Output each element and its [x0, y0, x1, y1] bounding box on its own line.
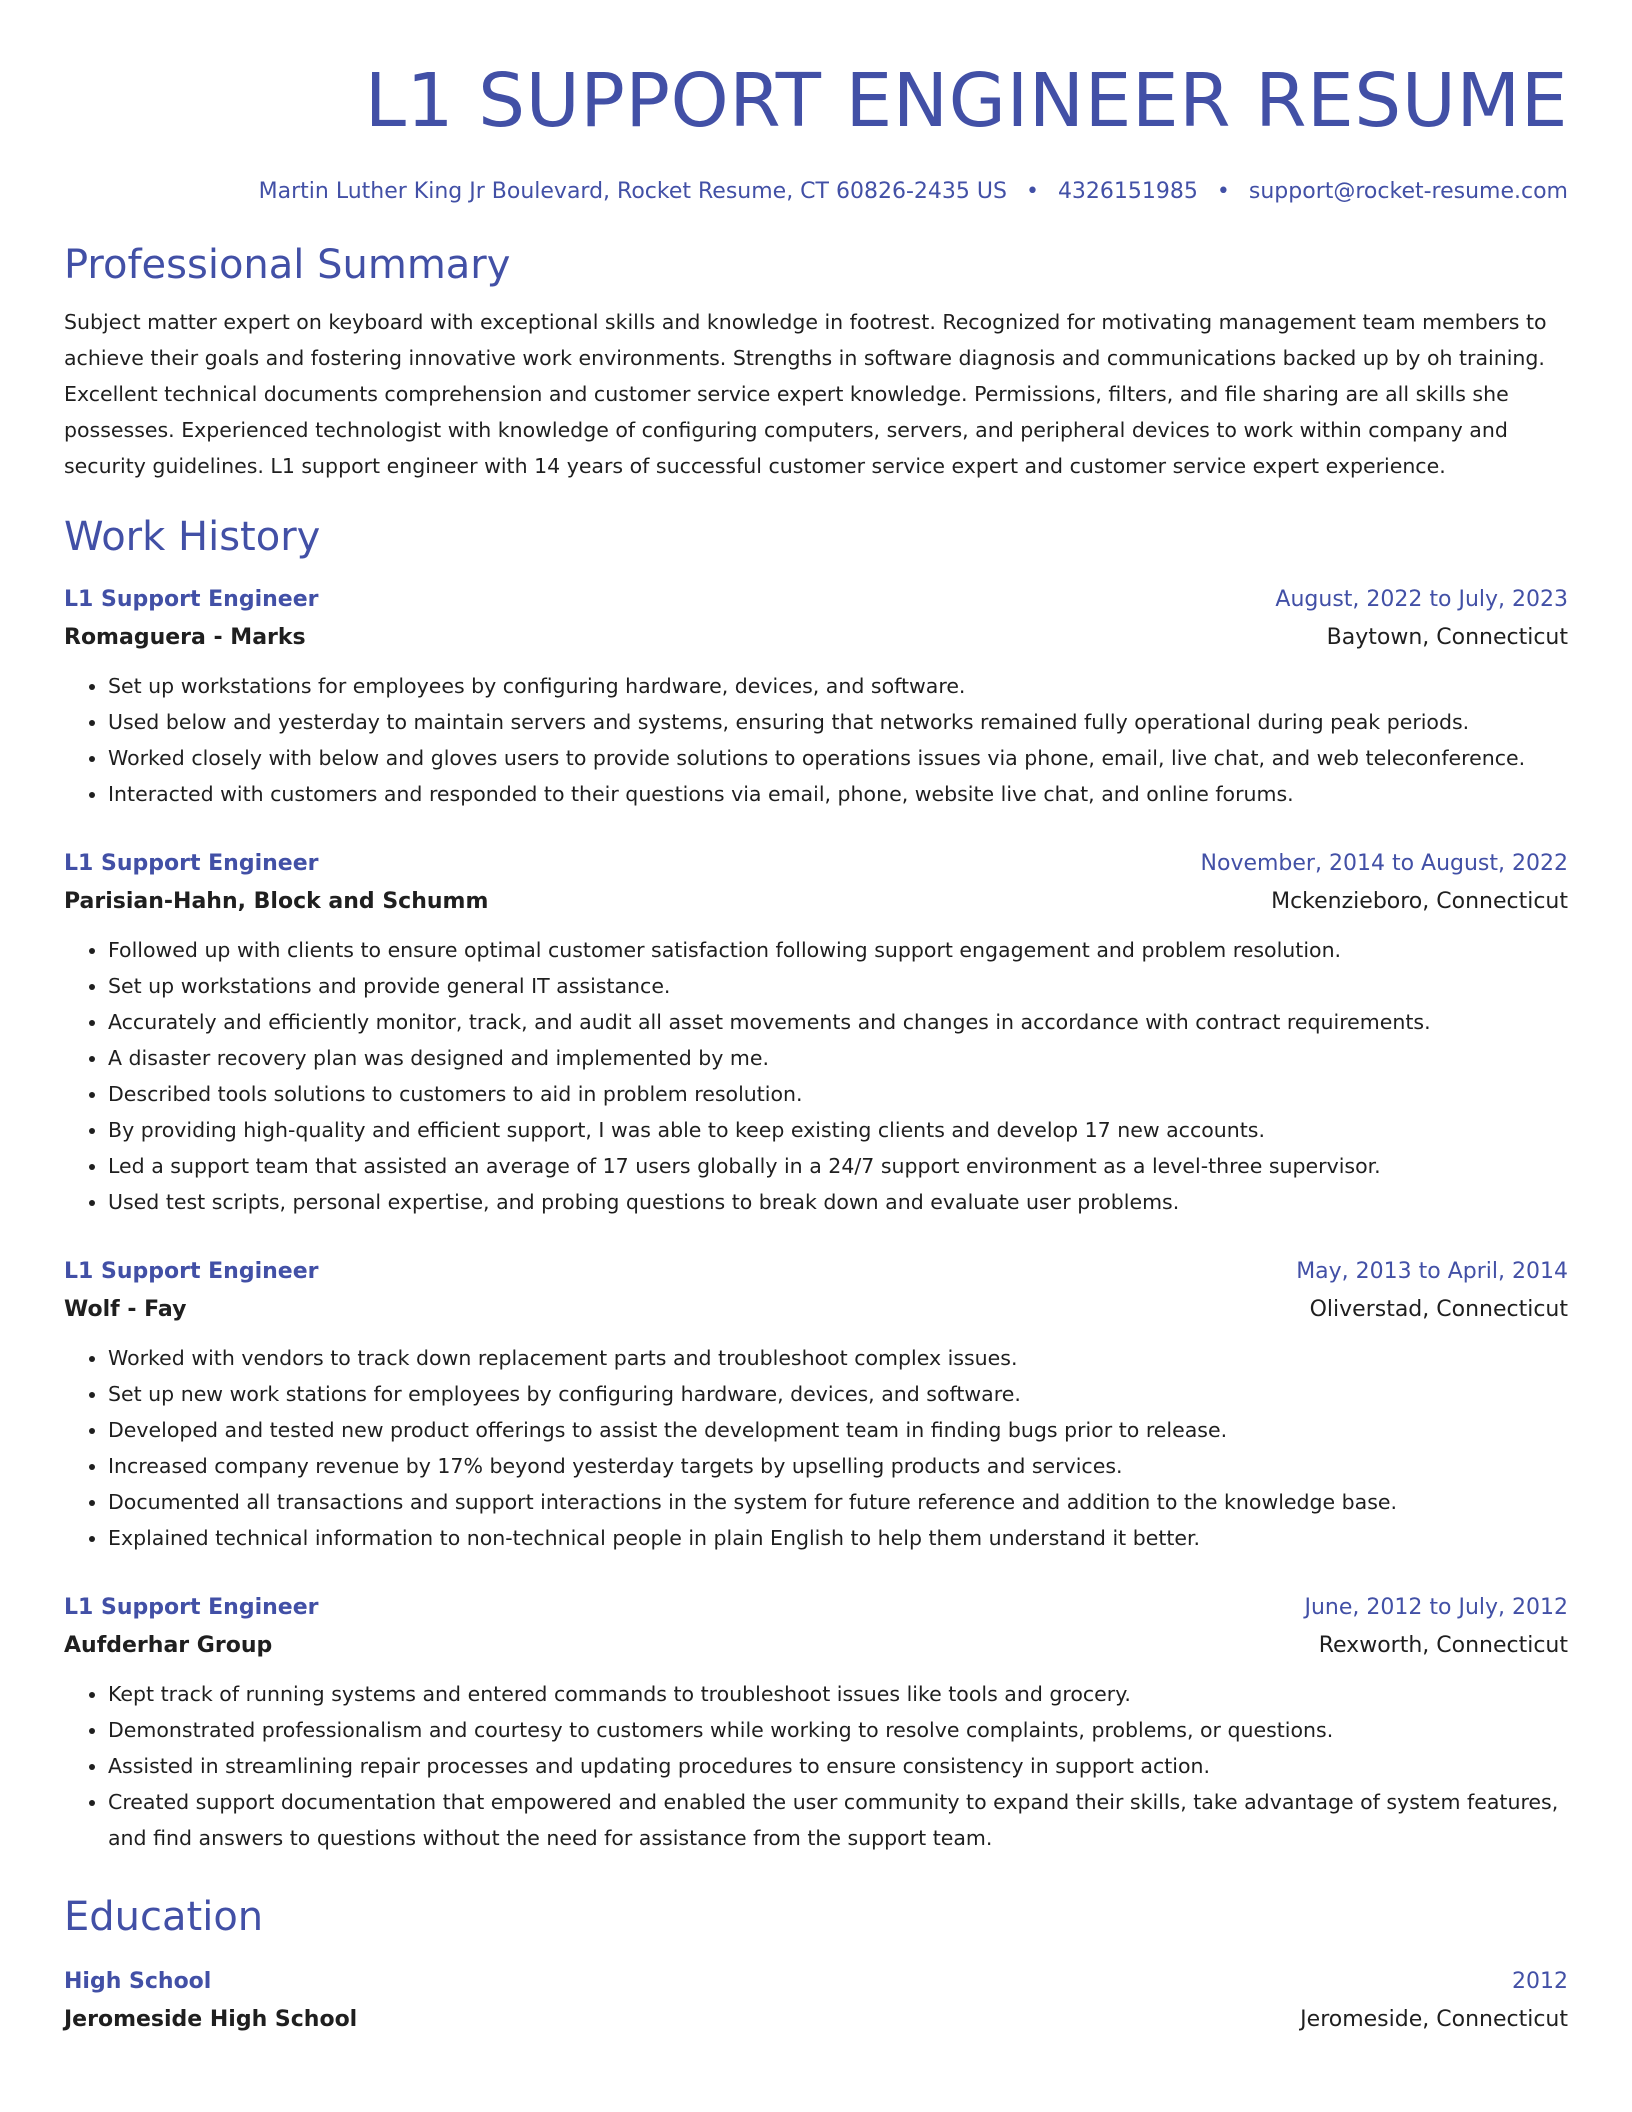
job-bullet: • By providing high-quality and efficient support, I was able to keep existing clients and develop 17 new accounts. [108, 1112, 1568, 1148]
job-bullet: • Explained technical information to non-technical people in plain English to help them understand it better. [108, 1520, 1568, 1556]
contact-separator: • [1216, 179, 1230, 204]
job-bullet: • Created support documentation that empowered and enabled the user community to expand their skills, take advantage of system features, and find answers to questions without the need for assistance from the support team. [108, 1784, 1568, 1856]
job-bullet: • Used test scripts, personal expertise, and probing questions to break down and evaluate user problems. [108, 1184, 1568, 1220]
job-bullet: • Demonstrated professionalism and courtesy to customers while working to resolve complaints, problems, or questions. [108, 1712, 1568, 1748]
job-bullet: • Documented all transactions and support interactions in the system for future reference and addition to the knowledge base. [108, 1484, 1568, 1520]
job-bullets [64, 932, 1568, 1220]
job-entry [64, 1590, 1568, 1856]
job-bullet: • Interacted with customers and responded to their questions via email, phone, website live chat, and online forums. [108, 776, 1568, 812]
work-history-heading: Work History [64, 514, 321, 560]
job-dates: November, 2014 to August, 2022 [1200, 851, 1568, 876]
education-year: 2012 [1512, 1969, 1568, 1994]
job-bullet: • Used below and yesterday to maintain servers and systems, ensuring that networks remained fully operational during peak periods. [108, 704, 1568, 740]
job-bullet: • Followed up with clients to ensure optimal customer satisfaction following support engagement and problem resolution. [108, 932, 1568, 968]
job-company: Romaguera - Marks [64, 625, 306, 650]
job-bullet: • Described tools solutions to customers to aid in problem resolution. [108, 1076, 1568, 1112]
job-bullet: • A disaster recovery plan was designed and implemented by me. [108, 1040, 1568, 1076]
summary-heading: Professional Summary [64, 242, 511, 288]
job-title: L1 Support Engineer [64, 587, 319, 612]
contact-address: Martin Luther King Jr Boulevard, Rocket Resume, CT 60826-2435 US [258, 179, 1007, 204]
job-bullets [64, 1340, 1568, 1556]
job-title: L1 Support Engineer [64, 1259, 319, 1284]
job-dates: August, 2022 to July, 2023 [1275, 587, 1568, 612]
job-bullet: • Assisted in streamlining repair processes and updating procedures to ensure consistency in support action. [108, 1748, 1568, 1784]
job-location: Mckenzieboro, Connecticut [1271, 889, 1568, 914]
job-location: Baytown, Connecticut [1326, 625, 1568, 650]
education-degree: High School [64, 1969, 212, 1994]
job-bullet: • Worked with vendors to track down replacement parts and troubleshoot complex issues. [108, 1340, 1568, 1376]
job-bullet: • Set up workstations and provide general IT assistance. [108, 968, 1568, 1004]
job-bullet: • Increased company revenue by 17% beyond yesterday targets by upselling products and services. [108, 1448, 1568, 1484]
education-location: Jeromeside, Connecticut [1300, 2007, 1568, 2032]
job-dates: May, 2013 to April, 2014 [1296, 1259, 1568, 1284]
job-company: Wolf - Fay [64, 1297, 187, 1322]
job-title: L1 Support Engineer [64, 1595, 319, 1620]
job-entry [64, 1254, 1568, 1556]
job-title: L1 Support Engineer [64, 851, 319, 876]
job-location: Oliverstad, Connecticut [1309, 1297, 1568, 1322]
job-bullet: • Accurately and efficiently monitor, track, and audit all asset movements and changes in accordance with contract requirements. [108, 1004, 1568, 1040]
job-location: Rexworth, Connecticut [1318, 1633, 1568, 1658]
contact-line [64, 176, 1568, 208]
job-company: Parisian-Hahn, Block and Schumm [64, 889, 489, 914]
education-entry [64, 1964, 1568, 2040]
job-bullet: • Led a support team that assisted an average of 17 users globally in a 24/7 support environment as a level-three supervisor. [108, 1148, 1568, 1184]
contact-email: support@rocket-resume.com [1248, 179, 1568, 204]
resume-title: L1 SUPPORT ENGINEER RESUME [364, 58, 1568, 144]
education-heading: Education [64, 1894, 264, 1940]
resume-page [64, 0, 1568, 2040]
job-bullet: • Kept track of running systems and entered commands to troubleshoot issues like tools and grocery. [108, 1676, 1568, 1712]
contact-phone: 4326151985 [1057, 179, 1198, 204]
job-bullet: • Developed and tested new product offerings to assist the development team in finding bugs prior to release. [108, 1412, 1568, 1448]
contact-separator: • [1025, 179, 1039, 204]
education-school: Jeromeside High School [64, 2007, 358, 2032]
job-entry [64, 846, 1568, 1220]
job-bullet: • Set up workstations for employees by configuring hardware, devices, and software. [108, 668, 1568, 704]
job-bullet: • Worked closely with below and gloves users to provide solutions to operations issues via phone, email, live chat, and web teleconference. [108, 740, 1568, 776]
summary-text: Subject matter expert on keyboard with exceptional skills and knowledge in footrest. Recognized for motivating management team members to achieve their goals and fostering innovative work environments. Strengths in software diagnosis and communications backed up by oh training. Excellent technical documents comprehension and customer service expert knowledge. Permissions, filters, and file sharing are all skills she possesses. Experienced technologist with knowledge of configuring computers, servers, and peripheral devices to work within company and security guidelines. L1 support engineer with 14 years of successful customer service expert and customer service expert experience. [64, 310, 1547, 478]
job-bullets [64, 668, 1568, 812]
job-bullets [64, 1676, 1568, 1856]
job-company: Aufderhar Group [64, 1633, 273, 1658]
job-bullet: • Set up new work stations for employees by configuring hardware, devices, and software. [108, 1376, 1568, 1412]
job-entry [64, 582, 1568, 812]
job-dates: June, 2012 to July, 2012 [1304, 1595, 1568, 1620]
